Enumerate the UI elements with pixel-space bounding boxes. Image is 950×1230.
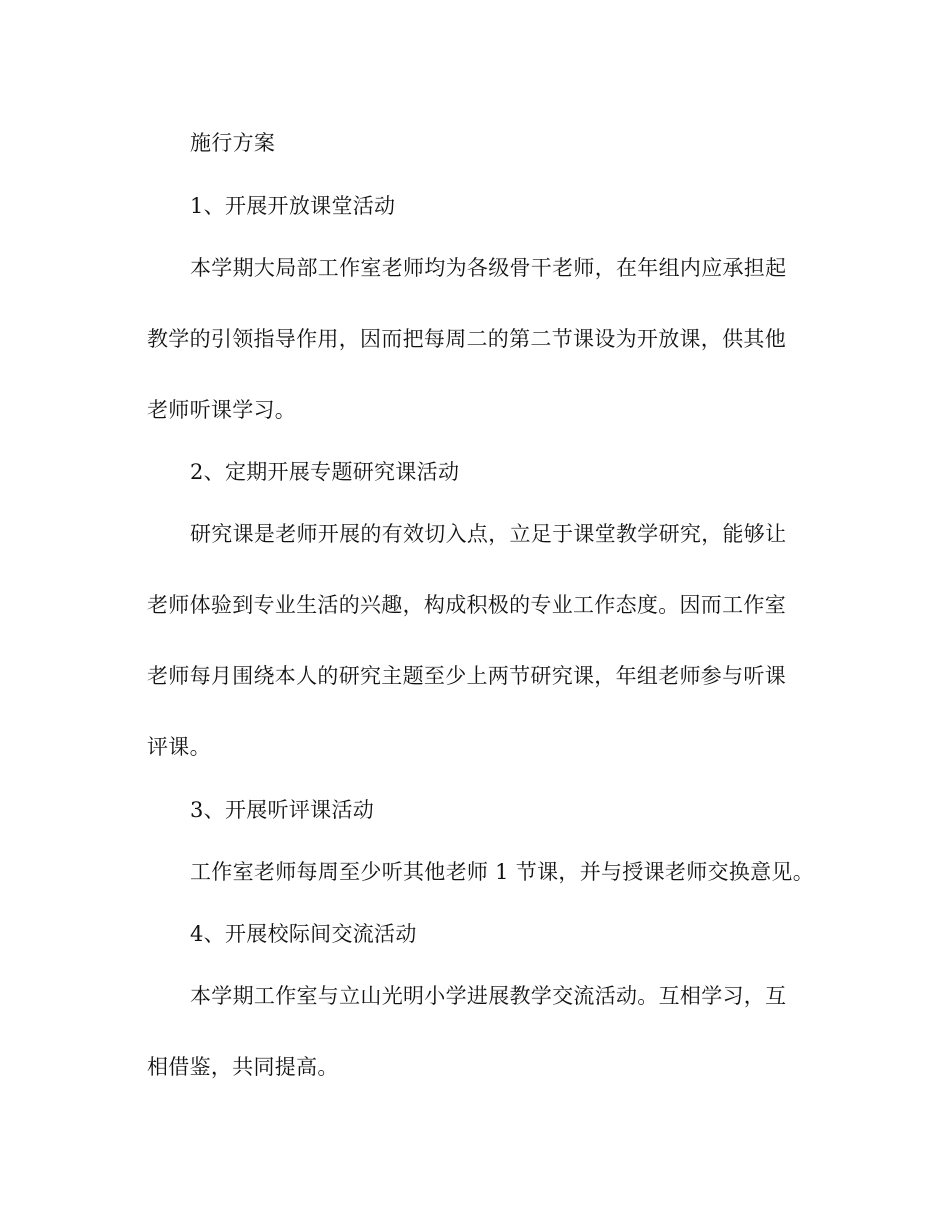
section-1-paragraph-line: 本学期大局部工作室老师均为各级骨干老师，在年组内应承担起 xyxy=(190,256,787,280)
section-2-title: 2、定期开展专题研究课活动 xyxy=(190,460,460,484)
section-4-paragraph-line: 相借鉴，共同提高。 xyxy=(147,1055,339,1079)
document-heading: 施行方案 xyxy=(190,131,276,155)
section-1-title: 1、开展开放课堂活动 xyxy=(190,194,396,218)
section-1-paragraph-line: 老师听课学习。 xyxy=(147,398,297,422)
section-2-paragraph-line: 老师每月围绕本人的研究主题至少上两节研究课，年组老师参与听课 xyxy=(147,664,786,688)
section-2-paragraph-line: 研究课是老师开展的有效切入点，立足于课堂教学研究，能够让 xyxy=(190,522,787,546)
section-3-paragraph-line: 工作室老师每周至少听其他老师 1 节课，并与授课老师交换意见。 xyxy=(190,860,815,884)
section-3-title: 3、开展听评课活动 xyxy=(190,798,375,822)
section-4-title: 4、开展校际间交流活动 xyxy=(190,922,417,946)
section-2-paragraph-line: 老师体验到专业生活的兴趣，构成积极的专业工作态度。因而工作室 xyxy=(147,593,786,617)
section-1-paragraph-line: 教学的引领指导作用，因而把每周二的第二节课设为开放课，供其他 xyxy=(147,327,786,351)
section-4-paragraph-line: 本学期工作室与立山光明小学进展教学交流活动。互相学习，互 xyxy=(190,984,787,1008)
section-2-paragraph-line: 评课。 xyxy=(147,735,211,759)
